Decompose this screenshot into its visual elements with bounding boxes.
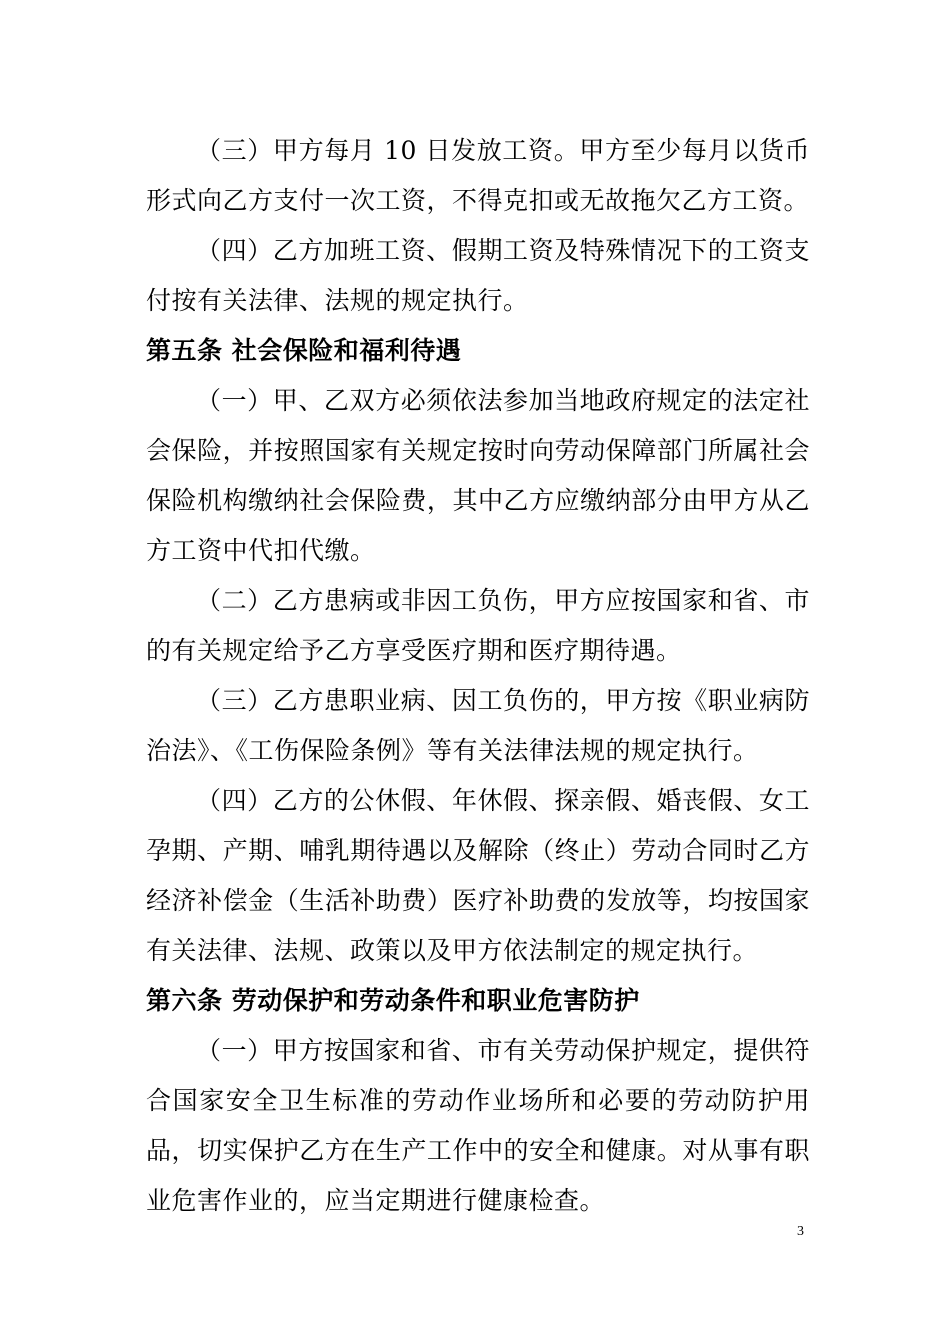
heading-article-six: 第六条 劳动保护和劳动条件和职业危害防护 — [146, 986, 640, 1015]
paragraph-sick-leave: （二）乙方患病或非因工负伤，甲方应按国家和省、市的有关规定给予乙方享受医疗期和医疗期待遇。 — [146, 586, 810, 665]
paragraph-leave-benefits: （四）乙方的公休假、年休假、探亲假、婚丧假、女工孕期、产期、哺乳期待遇以及解除（终止）劳动合同时乙方经济补偿金（生活补助费）医疗补助费的发放等，均按国家有关法律、法规、政策以及甲方依法制定的规定执行。 — [146, 786, 810, 965]
paragraph-wage-payment-date: （三）甲方每月 10 日发放工资。甲方至少每月以货币形式向乙方支付一次工资，不得克扣或无故拖欠乙方工资。 — [146, 136, 810, 215]
page-number: 3 — [797, 1224, 804, 1239]
paragraph-occupational-disease: （三）乙方患职业病、因工负伤的，甲方按《职业病防治法》、《工伤保险条例》等有关法律法规的规定执行。 — [146, 686, 810, 765]
paragraph-labor-protection: （一）甲方按国家和省、市有关劳动保护规定，提供符合国家安全卫生标准的劳动作业场所和必要的劳动防护用品，切实保护乙方在生产工作中的安全和健康。对从事有职业危害作业的，应当定期进行健康检查。 — [146, 1036, 810, 1215]
document-body — [146, 126, 810, 1226]
paragraph-overtime-wage: （四）乙方加班工资、假期工资及特殊情况下的工资支付按有关法律、法规的规定执行。 — [146, 236, 810, 315]
paragraph-social-insurance: （一）甲、乙双方必须依法参加当地政府规定的法定社会保险，并按照国家有关规定按时向劳动保障部门所属社会保险机构缴纳社会保险费，其中乙方应缴纳部分由甲方从乙方工资中代扣代缴。 — [146, 386, 810, 565]
heading-article-five: 第五条 社会保险和福利待遇 — [146, 336, 462, 365]
